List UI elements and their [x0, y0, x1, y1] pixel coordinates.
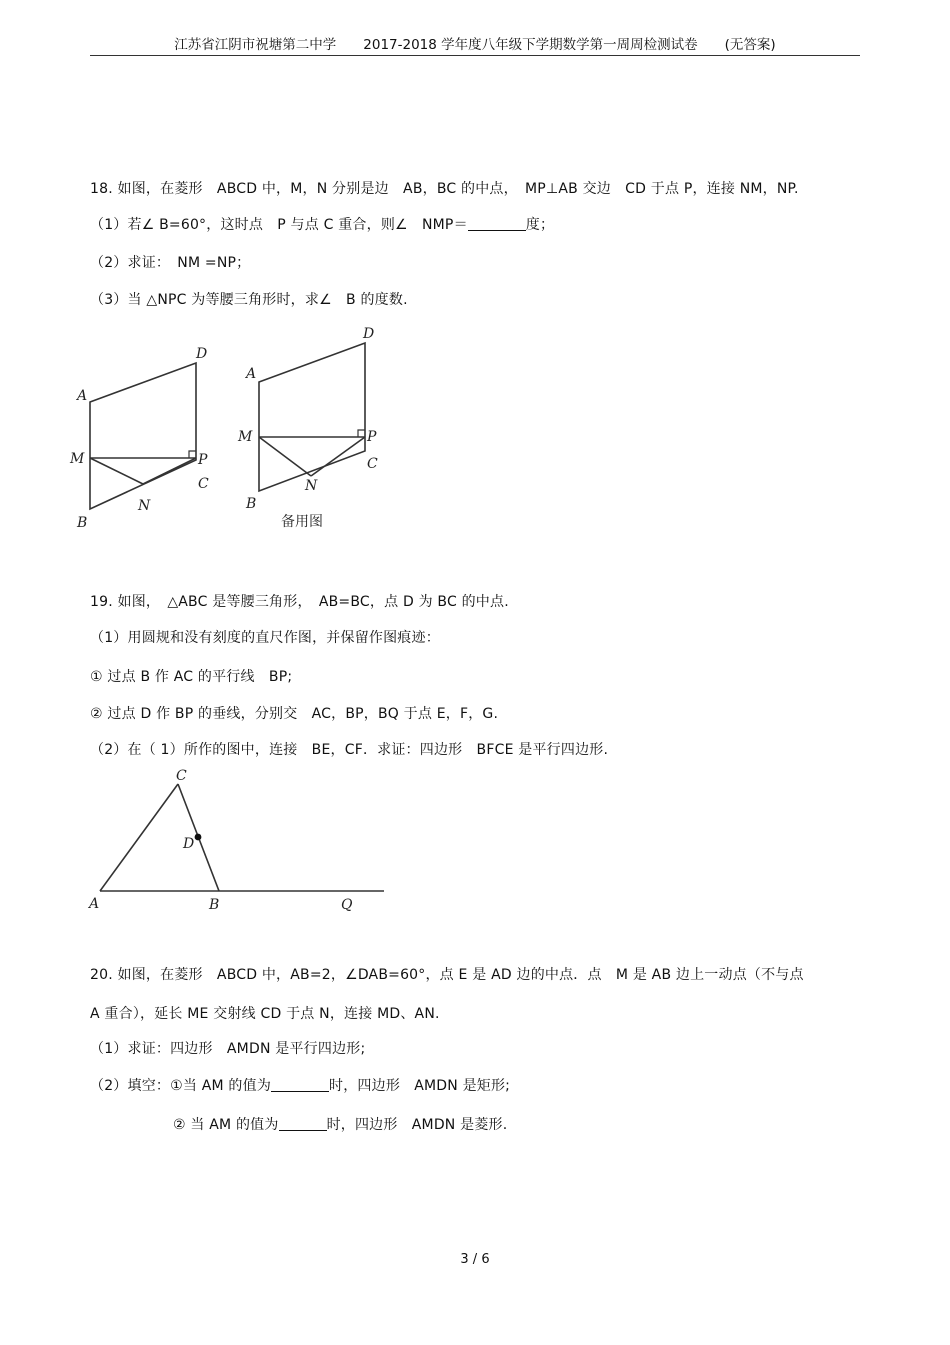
q18-label-P: P	[198, 452, 208, 468]
q19-part1: （1）用圆规和没有刻度的直尺作图，并保留作图痕迹：	[90, 630, 440, 646]
q18-part1-text: （1）若∠ B=60°，这时点 P 与点 C 重合，则∠ NMP＝	[90, 217, 468, 233]
q18-spare-label-B: B	[246, 496, 257, 512]
q19-label-Q: Q	[341, 897, 353, 913]
q20-part3-text: ② 当 AM 的值为	[173, 1117, 279, 1133]
q18-part3: （3）当 △NPC 为等腰三角形时，求∠ B 的度数.	[90, 292, 408, 308]
q18-spare-label-C: C	[367, 456, 378, 472]
q18-spare-label-N: N	[305, 478, 318, 494]
q18-part1-suffix: 度；	[525, 217, 555, 233]
page-header: 江苏省江阴市祝塘第二中学 2017-2018 学年度八年级下学期数学第一周周检测试卷 (无答案)	[90, 33, 860, 56]
q18-spare-label-D: D	[363, 326, 375, 342]
q18-figures	[60, 320, 400, 540]
q18-answer-blank[interactable]	[468, 216, 526, 231]
q19-label-A: A	[89, 896, 100, 912]
q18-spare-label-P: P	[367, 429, 377, 445]
q20-part1: （1）求证：四边形 AMDN 是平行四边形;	[90, 1041, 366, 1057]
q19-part2: （2）在（ 1）所作的图中，连接 BE，CF．求证：四边形 BFCE 是平行四边形.	[90, 742, 609, 758]
q18-part1	[90, 214, 554, 234]
q20-blank-rhombus[interactable]	[279, 1116, 327, 1131]
q19-point-D	[195, 834, 202, 841]
q20-part3	[173, 1114, 507, 1134]
q18-label-C: C	[198, 476, 209, 492]
q20-stem-line1: 20. 如图，在菱形 ABCD 中，AB=2，∠DAB=60°，点 E 是 AD 边的中点．点 M 是 AB 边上一动点（不与点	[90, 967, 804, 983]
q19-label-D: D	[183, 836, 195, 852]
q19-step1: ① 过点 B 作 AC 的平行线 BP;	[90, 669, 293, 685]
q19-stem: 19. 如图， △ABC 是等腰三角形， AB=BC，点 D 为 BC 的中点.	[90, 594, 509, 610]
q18-spare-label-A: A	[246, 366, 257, 382]
q19-label-B: B	[209, 897, 220, 913]
q18-figure-caption: 备用图	[281, 514, 323, 530]
q19-label-C: C	[176, 768, 187, 784]
q20-part2-suffix: 时，四边形 AMDN 是矩形;	[329, 1078, 511, 1094]
q18-figure-spare	[259, 343, 365, 491]
q18-spare-label-M: M	[238, 429, 253, 445]
page-number: 3 / 6	[460, 1252, 490, 1267]
q18-label-D: D	[196, 346, 208, 362]
q20-part3-suffix: 时，四边形 AMDN 是菱形.	[326, 1117, 508, 1133]
q20-part2-text: （2）填空：①当 AM 的值为	[90, 1078, 272, 1094]
q20-blank-rectangle[interactable]	[271, 1077, 329, 1092]
q18-stem: 18. 如图，在菱形 ABCD 中，M，N 分别是边 AB，BC 的中点， MP⊥AB 交边 CD 于点 P，连接 NM，NP.	[90, 181, 799, 197]
q19-figure	[80, 762, 400, 917]
q20-part2	[90, 1075, 510, 1095]
q18-label-B: B	[77, 515, 88, 531]
q19-step2: ② 过点 D 作 BP 的垂线，分别交 AC，BP，BQ 于点 E，F，G.	[90, 706, 499, 722]
q18-label-N: N	[138, 498, 151, 514]
q18-part2: （2）求证： NM =NP；	[90, 255, 251, 271]
q18-figure-main	[90, 363, 196, 509]
q18-label-A: A	[77, 388, 88, 404]
q20-stem-line2: A 重合），延长 ME 交射线 CD 于点 N，连接 MD、AN.	[90, 1006, 440, 1022]
q18-label-M: M	[70, 451, 85, 467]
